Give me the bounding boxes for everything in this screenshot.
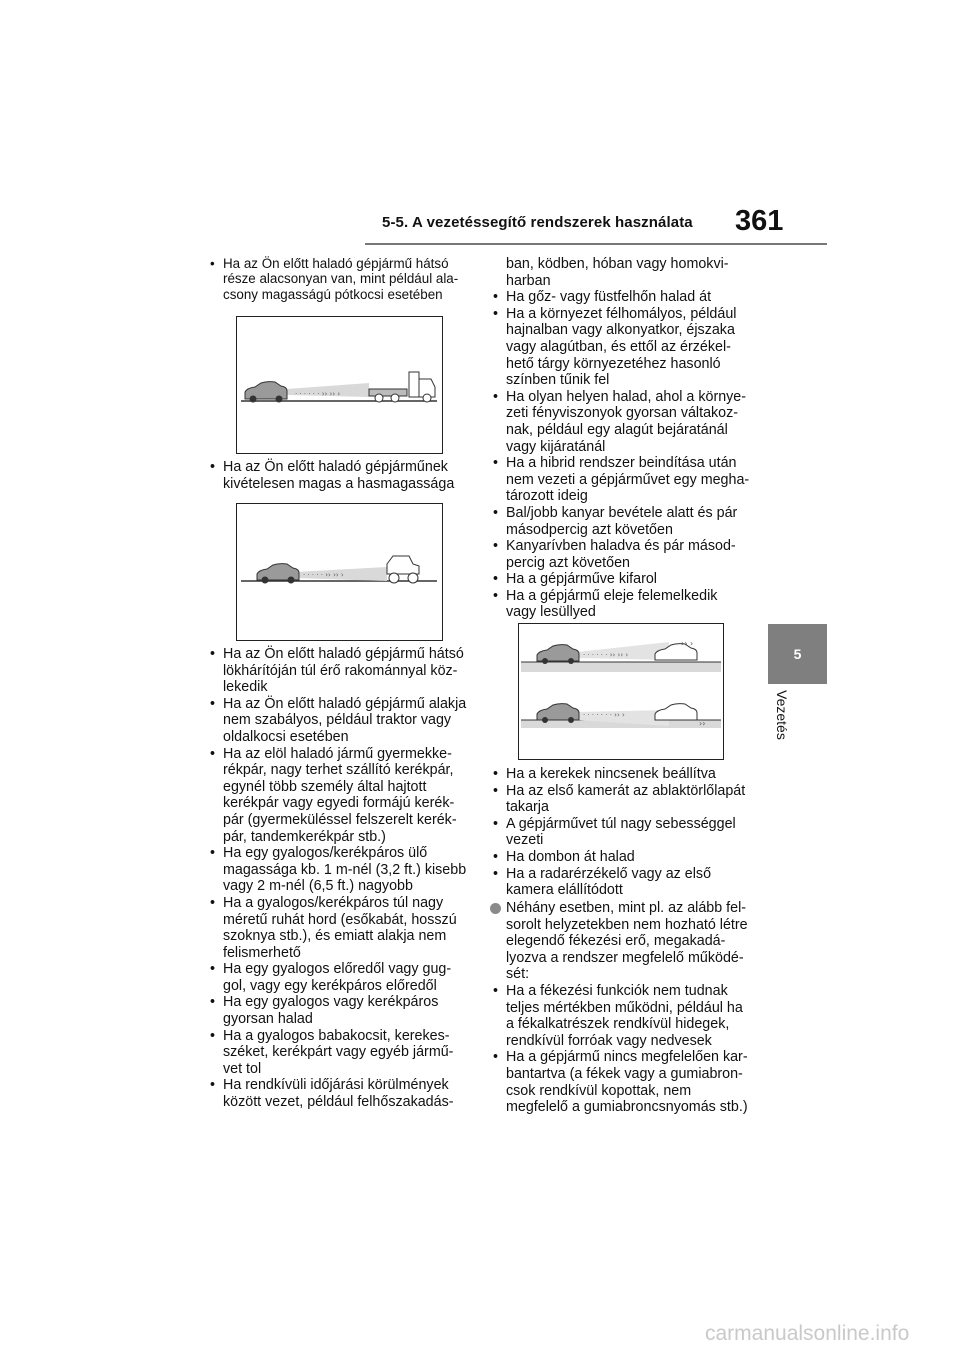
- text-line: tározott ideig: [506, 488, 588, 505]
- list-item: [490, 1049, 762, 1115]
- section-title: 5-5. A vezetéssegítő rendszerek használata: [382, 214, 693, 231]
- text-line: • Ha a gépjármű nincs megfelelően kar-: [506, 1049, 748, 1066]
- figure-slope: [518, 623, 724, 760]
- list-item: [207, 845, 475, 895]
- text-line: vagy lesüllyed: [506, 604, 596, 621]
- svg-text:· · · · · · ›› ›› ›: · · · · · · ›› ›› ›: [583, 651, 629, 659]
- text-line: • Ha az Ön előtt haladó gépjármű hátsó: [223, 256, 449, 271]
- chapter-label-text: Vezetés: [774, 690, 790, 740]
- text-line: percig azt követően: [506, 554, 630, 571]
- text-line: rendkívül forróak vagy nedvesek: [506, 1032, 712, 1049]
- text-line: Néhány esetben, mint pl. az alább fel-: [506, 900, 747, 916]
- text-line: gyorsan halad: [223, 1011, 313, 1028]
- list-item: [207, 994, 475, 1027]
- text-line: • Ha az Ön előtt haladó gépjárműnek: [223, 459, 448, 475]
- text-line: lökhárítóján túl érő rakománnyal köz-: [223, 662, 458, 679]
- text-line: • Ha dombon át halad: [506, 848, 635, 865]
- figure-high-clearance: [236, 503, 443, 641]
- text-line: elegendő fékezési erő, megakadá-: [506, 933, 726, 950]
- text-line: hajnalban vagy alkonyatkor, éjszaka: [506, 322, 735, 339]
- text-line: teljes mértékben működni, például ha: [506, 999, 743, 1016]
- text-line: lyozva a rendszer megfelelő működé-: [506, 949, 744, 966]
- text-line: • Ha egy gyalogos előredől vagy gug-: [223, 961, 452, 978]
- text-line: • Bal/jobb kanyar bevétele alatt és pár: [506, 504, 738, 521]
- list-item: [207, 895, 475, 961]
- list-item: [490, 538, 760, 571]
- slope-illustration: [519, 624, 723, 759]
- text-line: • Kanyarívben haladva és pár másod-: [506, 538, 736, 555]
- text-line: • Ha olyan helyen halad, ahol a környe-: [506, 388, 747, 405]
- text-line: sét:: [506, 966, 530, 983]
- text-line: • Ha gőz- vagy füstfelhőn halad át: [506, 289, 712, 306]
- list-item: [490, 588, 760, 621]
- watermark: carmanualsonline.info: [705, 1322, 910, 1345]
- text-line: harban: [506, 272, 551, 289]
- text-line: nem vezeti a gépjárművet egy megha-: [506, 471, 750, 488]
- text-line: • Ha a fékezési funkciók nem tudnak: [506, 982, 728, 999]
- text-line: takarja: [506, 799, 549, 816]
- list-item: [207, 1028, 475, 1078]
- left-intro: [207, 256, 469, 302]
- text-line: • Ha a gyalogos/kerékpáros túl nagy: [223, 894, 444, 911]
- text-line: vagy kijáratánál: [506, 438, 606, 455]
- right-mid-bullets: [490, 766, 760, 899]
- header-rule: [365, 243, 827, 245]
- text-line: • Ha a radarérzékelő vagy az első: [506, 865, 712, 882]
- text-line: nak, például egy alagút bejáratánál: [506, 421, 728, 438]
- text-line: vet tol: [223, 1060, 262, 1077]
- text-line: • Ha az Ön előtt haladó gépjármű alakja: [223, 695, 467, 712]
- text-line: lekedik: [223, 679, 268, 696]
- text-line: • Ha egy gyalogos vagy kerékpáros: [223, 994, 439, 1011]
- list-item: [490, 571, 760, 588]
- note-bullet-icon: [490, 903, 501, 914]
- list-item: [490, 256, 760, 289]
- list-item: [207, 746, 475, 846]
- list-item: [490, 866, 760, 899]
- text-line: • Ha a környezet félhomályos, például: [506, 305, 737, 322]
- list-item: [207, 459, 469, 492]
- text-line: a fékalkatrészek rendkívül hidegek,: [506, 1016, 730, 1033]
- text-line: pár (gyermeküléssel felszerelt kerék-: [223, 811, 457, 828]
- right-note: [490, 900, 762, 1116]
- text-line: • Ha rendkívüli időjárási körülmények: [223, 1077, 449, 1094]
- text-line: szoknya stb.), és emiatt alakja nem: [223, 928, 447, 945]
- text-line: hető tárgy környezetéhez hasonló: [506, 355, 721, 372]
- text-line: • Ha az elöl haladó jármű gyermekke-: [223, 745, 452, 762]
- figure-low-trailer: [236, 316, 443, 454]
- svg-text:· · · · · · ›› ›› ›: · · · · · · ›› ›› ›: [295, 390, 341, 398]
- text-line: csony magasságú pótkocsi esetében: [223, 286, 443, 302]
- list-item: [207, 646, 475, 696]
- text-line: • Ha a gépjármű eleje felemelkedik: [506, 587, 718, 604]
- text-line: zeti fényviszonyok gyorsan váltakoz-: [506, 405, 739, 422]
- svg-text:››: ››: [699, 719, 706, 728]
- text-line: • A gépjárművet túl nagy sebességgel: [506, 815, 736, 832]
- svg-text:›› ›: ›› ›: [681, 639, 694, 648]
- list-item: [490, 983, 762, 1049]
- list-item: [490, 766, 760, 783]
- text-line: csok rendkívül kopottak, nem: [506, 1082, 692, 1099]
- text-line: bantartva (a fékek vagy a gumiabron-: [506, 1065, 743, 1082]
- chapter-tab: 5: [768, 624, 827, 684]
- text-line: • Ha a gépjárműve kifarol: [506, 571, 657, 588]
- list-item: [207, 256, 469, 302]
- low-trailer-illustration: [237, 317, 442, 453]
- text-line: kerékpár vagy egyedi formájú kerék-: [223, 795, 455, 812]
- list-item: [490, 389, 760, 455]
- text-line: magassága kb. 1 m-nél (3,2 ft.) kisebb: [223, 861, 467, 878]
- text-line: ban, ködben, hóban vagy homokvi-: [506, 256, 729, 272]
- list-item: [490, 289, 760, 306]
- left-bullets: [207, 646, 475, 1111]
- text-line: színben tűnik fel: [506, 372, 610, 389]
- text-line: kamera elállítódott: [506, 882, 623, 899]
- text-line: másodpercig azt követően: [506, 521, 673, 538]
- text-line: vagy alagútban, és ettől az érzékel-: [506, 338, 731, 355]
- left-bullet2: [207, 459, 469, 492]
- list-item: [490, 816, 760, 849]
- high-clearance-illustration: [237, 504, 442, 640]
- list-item: [490, 783, 760, 816]
- text-line: rékpár, nagy terhet szállító kerékpár,: [223, 762, 454, 779]
- list-item: [490, 849, 760, 866]
- list-item: [490, 455, 760, 505]
- text-line: vagy 2 m-nél (6,5 ft.) nagyobb: [223, 878, 413, 895]
- text-line: • Ha a hibrid rendszer beindítása után: [506, 455, 737, 472]
- text-line: kivételesen magas a hasmagassága: [223, 475, 455, 492]
- list-item: [207, 1077, 475, 1110]
- chapter-label: [774, 690, 810, 770]
- text-line: egynél több személy által hajtott: [223, 778, 427, 795]
- text-line: • Ha a kerekek nincsenek beállítva: [506, 766, 716, 782]
- list-item: [207, 961, 475, 994]
- right-top-bullets: [490, 256, 760, 621]
- text-line: • Ha az első kamerát az ablaktörlőlapát: [506, 782, 746, 799]
- list-item: [207, 696, 475, 746]
- note-block: [490, 900, 762, 983]
- text-line: • Ha az Ön előtt haladó gépjármű hátsó: [223, 646, 464, 662]
- text-line: pár, tandemkerékpár stb.): [223, 828, 386, 845]
- text-line: felismerhető: [223, 944, 301, 961]
- text-line: oldalkocsi esetében: [223, 728, 349, 745]
- svg-text:· · · · · ›› ›› ›: · · · · · ›› ›› ›: [303, 571, 344, 579]
- text-line: része alacsonyan van, mint például ala-: [223, 271, 459, 287]
- list-item: [490, 505, 760, 538]
- text-line: sorolt helyzetekben nem hozható létre: [506, 916, 748, 933]
- text-line: nem szabályos, például traktor vagy: [223, 712, 452, 729]
- svg-text:· · · · · · · ›› ›: · · · · · · · ›› ›: [583, 711, 625, 719]
- text-line: gol, vagy egy kerékpáros előredől: [223, 977, 437, 994]
- text-line: méretű ruhát hord (esőkabát, hosszú: [223, 911, 457, 928]
- list-item: [490, 306, 760, 389]
- text-line: • Ha a gyalogos babakocsit, kerekes-: [223, 1027, 450, 1044]
- page-number: 361: [735, 205, 784, 237]
- text-line: • Ha egy gyalogos/kerékpáros ülő: [223, 845, 428, 862]
- text-line: megfelelő a gumiabroncsnyomás stb.): [506, 1099, 748, 1116]
- text-line: széket, kerékpárt vagy egyéb jármű-: [223, 1044, 454, 1061]
- text-line: között vezet, például felhőszakadás-: [223, 1094, 454, 1111]
- text-line: vezeti: [506, 832, 544, 849]
